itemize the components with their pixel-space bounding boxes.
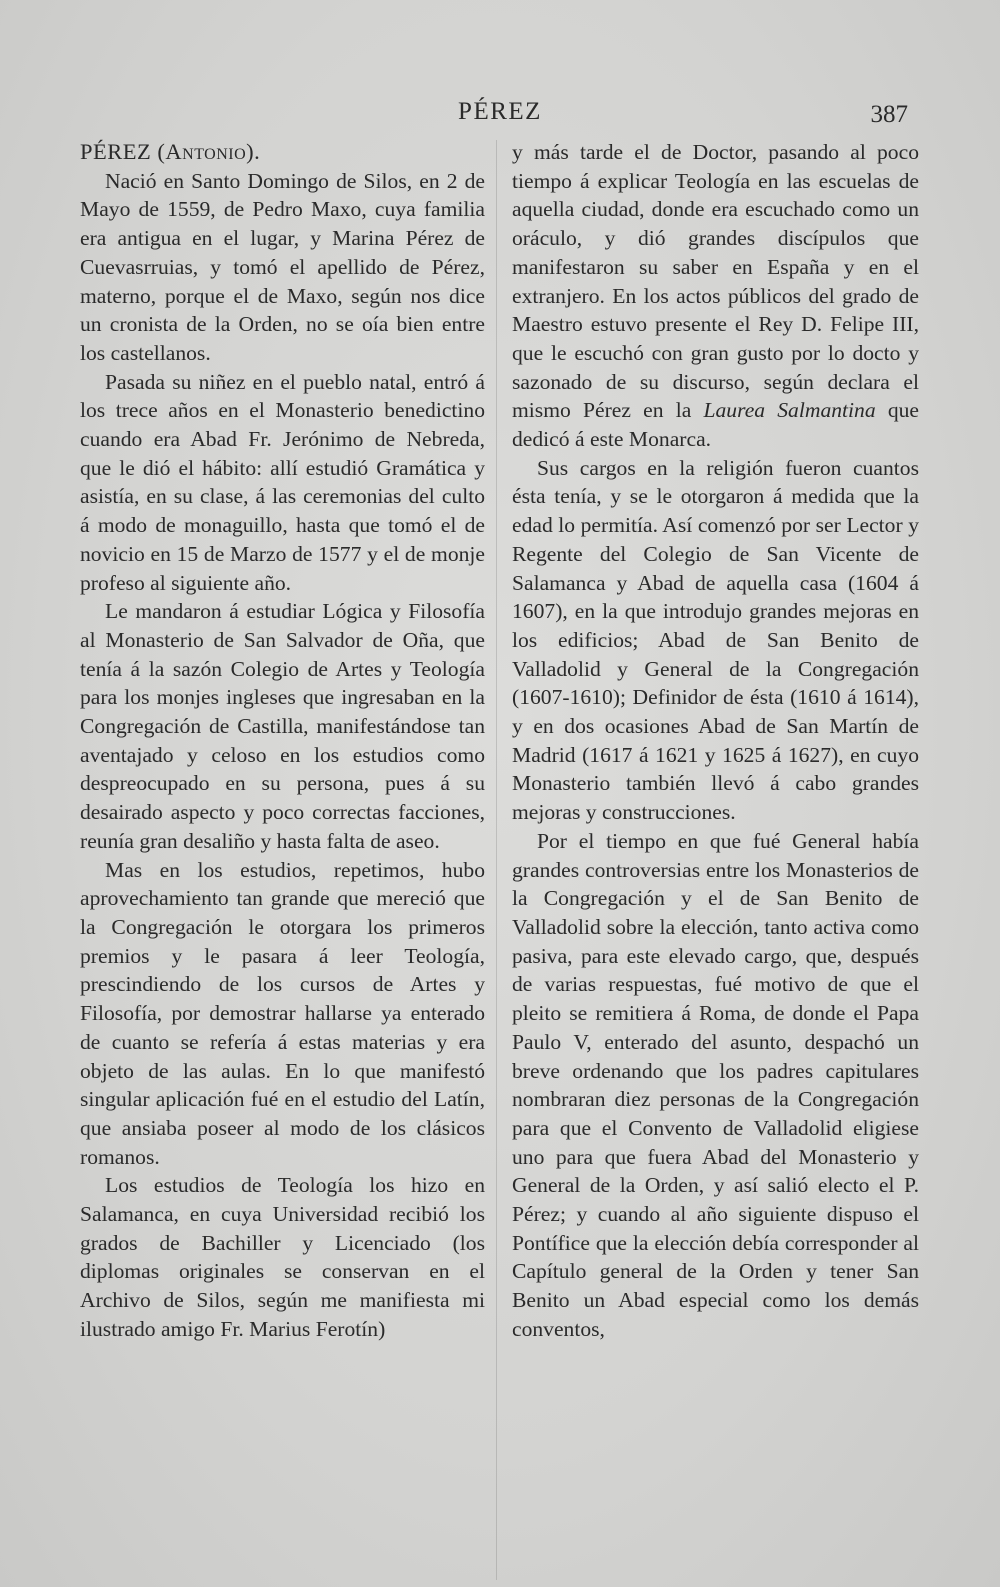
- text-run: y más tarde el de Doctor, pasando al poco tiempo á explicar Teología en las escuelas de aquella ciudad, donde era escuchado como un oráculo, y dió grandes discípulos que manifestaron su saber en España y en el extranjero. En los actos públicos del grado de Maestro estuvo presente el Rey D. Felipe III, que le escuchó con gran gusto por lo docto y sazonado de su discurso, según declara el mismo Pérez en la: [512, 140, 919, 423]
- left-column: [80, 138, 485, 1344]
- paragraph: Nació en Santo Domingo de Silos, en 2 de Mayo de 1559, de Pedro Maxo, cuya familia era antigua en el lugar, y Marina Pérez de Cuevasrruias, y tomó el apellido de Pérez, materno, porque el de Maxo, según nos dice un cronista de la Orden, no se oía bien entre los castellanos.: [80, 168, 485, 365]
- paragraph: Le mandaron á estudiar Lógica y Filosofía al Monasterio de San Salvador de Oña, que tenía á la sazón Colegio de Artes y Teología para los monjes ingleses que ingresaban en la Congregación de Castilla, manifestándose tan aventajado y celoso en los estudios como despreocupado en su persona, pues á su desairado aspecto y poco correctas facciones, reunía gran desaliño y hasta falta de aseo.: [80, 599, 485, 853]
- entry-heading-close: ).: [246, 139, 261, 164]
- book-title: Laurea Salmantina: [703, 398, 876, 423]
- column-gutter: [496, 140, 497, 1580]
- paragraph-continuation: [512, 138, 919, 454]
- running-head: [0, 98, 1000, 138]
- page-number: 387: [870, 101, 908, 128]
- entry-heading: [80, 138, 485, 167]
- paragraph: Sus cargos en la religión fueron cuantos ésta tenía, y se le otorgaron á medida que la edad lo permitía. Así comenzó por ser Lector y Regente del Colegio de San Vicente de Salamanca y Abad de aquella casa (1604 á 1607), en la que introdujo grandes mejoras en los edificios; Abad de San Benito de Valladolid y General de la Congregación (1607-1610); Definidor de ésta (1610 á 1614), y en dos ocasiones Abad de San Martín de Madrid (1617 á 1621 y 1625 á 1627), en cuyo Monasterio también llevó á cabo grandes mejoras y construcciones.: [512, 455, 919, 825]
- paragraph: Por el tiempo en que fué General había grandes controversias entre los Monasterios de la Congregación y el de San Benito de Valladolid sobre la elección, tanto activa como pasiva, para este elevado cargo, que, después de varias respuestas, fué motivo de que el pleito se remitiera á Roma, de donde el Papa Paulo V, enterado del asunto, despachó un breve ordenando que los padres capitulares nombraran diez personas de la Congregación para que el Convento de Valladolid eligiese uno para que fuera Abad del Monasterio y General de la Orden, y así salió electo el P. Pérez; y cuando al año siguiente dispuso el Pontífice que la elección debía corresponder al Capítulo general de la Orden y tener San Benito un Abad especial como los demás conventos,: [512, 828, 919, 1341]
- entry-heading-open: (: [151, 139, 166, 164]
- paragraph: Mas en los estudios, repetimos, hubo aprovechamiento tan grande que mereció que la Congregación le otorgara los primeros premios y le pasara á leer Teología, prescindiendo de los cursos de Artes y Filosofía, por demostrar hallarse ya enterado de cuanto se refería á estas materias y era objeto de las aulas. En lo que manifestó singular aplicación fué en el estudio del Latín, que ansiaba poseer al modo de los clásicos romanos.: [80, 857, 485, 1169]
- paragraph: Pasada su niñez en el pueblo natal, entró á los trece años en el Monasterio benedictino cuando era Abad Fr. Jerónimo de Nebreda, que le dió el hábito: allí estudió Gramática y asistía, en su clase, á las ceremonias del culto á modo de monaguillo, hasta que tomó el de novicio en 15 de Marzo de 1577 y el de monje profeso al siguiente año.: [80, 369, 485, 595]
- right-column: [512, 138, 919, 1344]
- entry-heading-given: Antonio: [165, 139, 247, 164]
- paragraph: Los estudios de Teología los hizo en Salamanca, en cuya Universidad recibió los grados de Bachiller y Licenciado (los diplomas originales se conservan en el Archivo de Silos, según me manifiesta mi ilustrado amigo Fr. Marius Ferotín): [80, 1173, 485, 1341]
- running-head-title: PÉREZ: [458, 98, 542, 125]
- entry-heading-name: PÉREZ: [80, 139, 152, 164]
- text-run: que dedicó á este Monarca.: [512, 398, 920, 452]
